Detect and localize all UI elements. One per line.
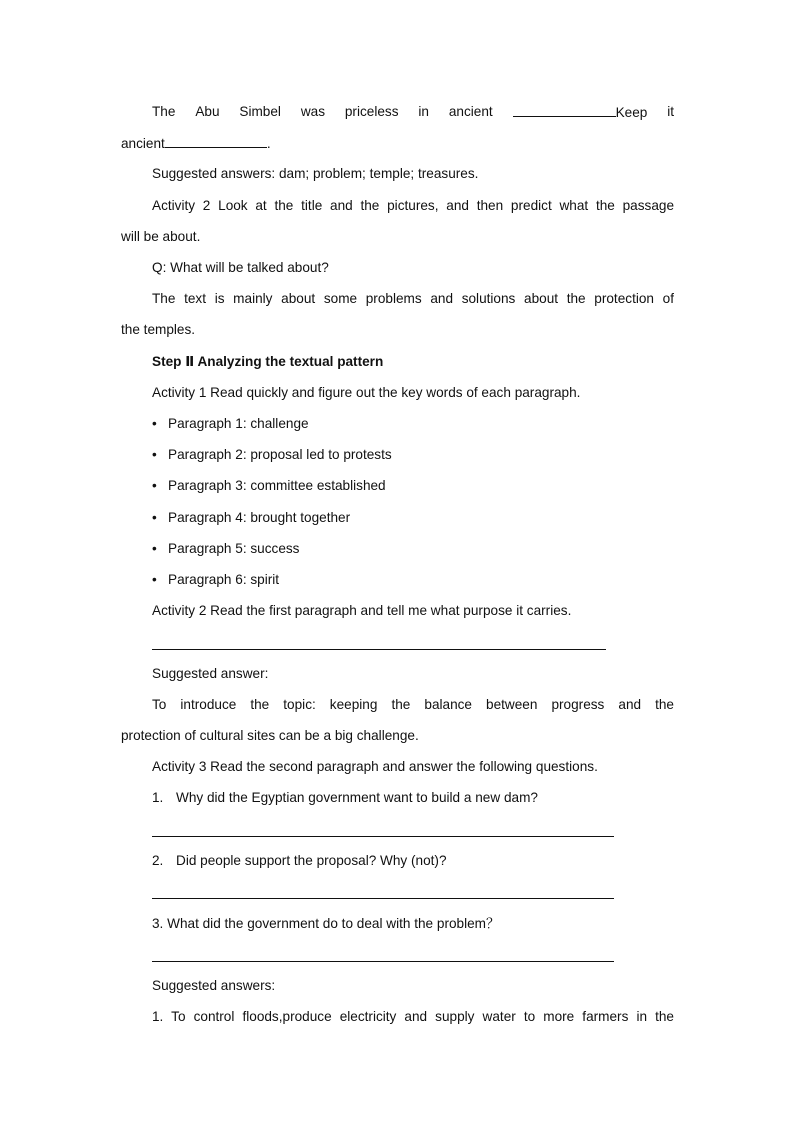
activity1-instruction: Activity 1 Read quickly and figure out the key words of each paragraph. (152, 385, 581, 400)
bullet-icon: • (152, 510, 157, 525)
list-item: • Paragraph 1: challenge (152, 414, 705, 434)
activity2-predict-line-2: will be about. (121, 229, 201, 244)
word: it (667, 104, 674, 119)
purpose-answer-line-2: protection of cultural sites can be a big challenge. (121, 728, 419, 743)
bullet-icon: • (152, 447, 157, 462)
question-3: 3. What did the government do to deal with the problem？ (152, 916, 500, 931)
bullet-icon: • (152, 572, 157, 587)
suggested-answers-1: Suggested answers: dam; problem; temple; treasures. (152, 166, 479, 181)
word: priceless (344, 104, 399, 119)
activity2-predict-line-1: Activity 2 Look at the title and the pictures, and then predict what the passage (152, 198, 674, 213)
bullet-icon: • (152, 478, 157, 493)
word: was (300, 104, 325, 119)
word: Abu (195, 104, 220, 119)
list-item: • Paragraph 6: spirit (152, 570, 705, 590)
bullet-icon: • (152, 416, 157, 431)
word: in (418, 104, 429, 119)
blank-field[interactable] (165, 133, 267, 148)
fill-blank-line-2: ancient . (121, 133, 674, 153)
question-2: 2. Did people support the proposal? Why (not)? (152, 853, 447, 868)
list-item: • Paragraph 2: proposal led to protests (152, 445, 705, 465)
step2-heading: Step Ⅱ Analyzing the textual pattern (152, 354, 384, 369)
word: ancient (448, 104, 493, 119)
suggested-answer-label: Suggested answer: (152, 666, 269, 681)
list-item: • Paragraph 3: committee established (152, 476, 705, 496)
purpose-answer-line-1: To introduce the topic: keeping the balance between progress and the (152, 697, 674, 712)
question-q: Q: What will be talked about? (152, 260, 329, 275)
fill-blank-line-1 (152, 102, 674, 122)
list-item: • Paragraph 4: brought together (152, 508, 705, 528)
question-1: 1. Why did the Egyptian government want to build a new dam? (152, 790, 538, 805)
word: Simbel (239, 104, 281, 119)
blank-field[interactable] (513, 102, 616, 117)
answer-blank-line[interactable] (152, 898, 614, 899)
answer-blank-line[interactable] (152, 649, 606, 650)
suggested-answers-label: Suggested answers: (152, 978, 276, 993)
answer-blank-line[interactable] (152, 961, 614, 962)
answer-text-line-2: the temples. (121, 322, 196, 337)
activity2-read-instruction: Activity 2 Read the first paragraph and tell me what purpose it carries. (152, 603, 572, 618)
bullet-icon: • (152, 541, 157, 556)
blank-with-keep: Keep (513, 102, 648, 122)
list-item: • Paragraph 5: success (152, 539, 705, 559)
answer-text-line-1: The text is mainly about some problems and solutions about the protection of (152, 291, 674, 306)
answer-blank-line[interactable] (152, 836, 614, 837)
word: The (152, 104, 176, 119)
activity3-instruction: Activity 3 Read the second paragraph and answer the following questions. (152, 759, 598, 774)
answer-1-line-1: 1. To control floods,produce electricity and supply water to more farmers in the (152, 1009, 674, 1024)
